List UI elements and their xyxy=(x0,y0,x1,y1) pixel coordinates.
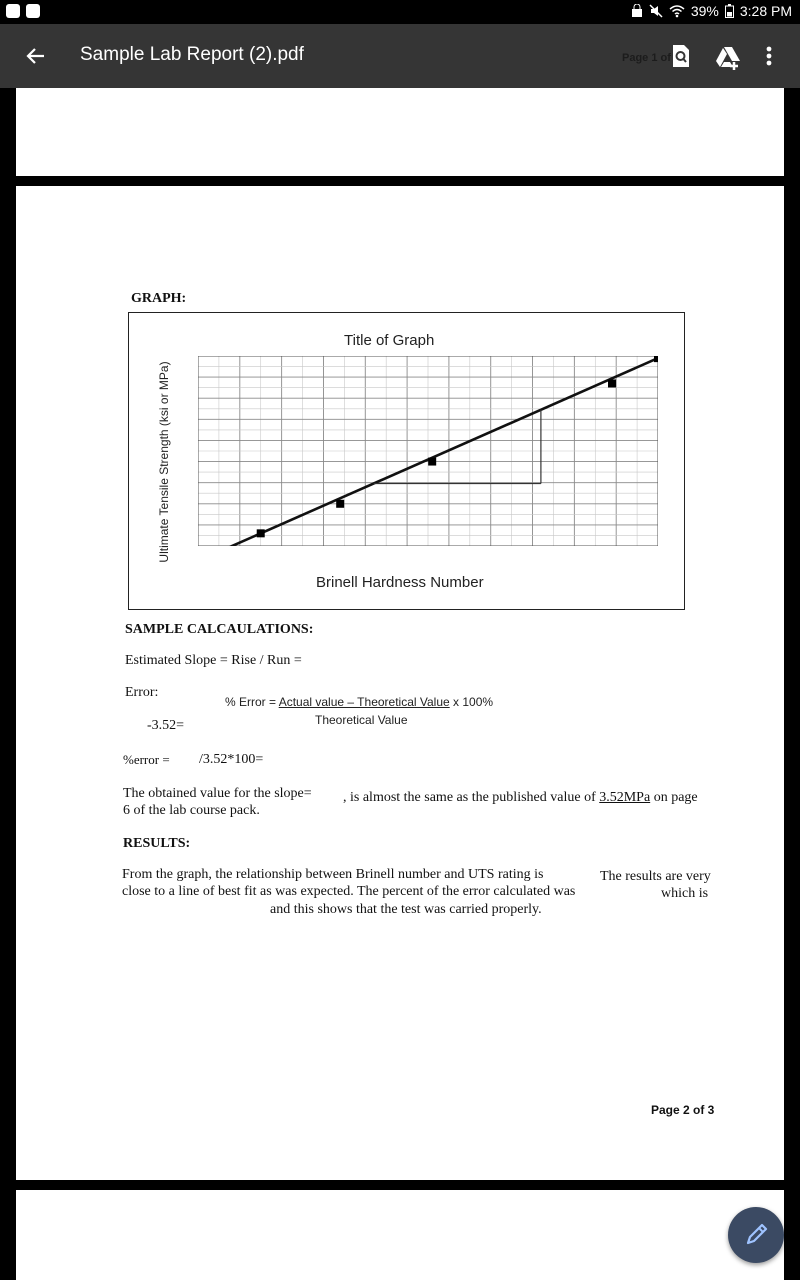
data-point xyxy=(608,379,616,387)
data-point xyxy=(428,458,436,466)
status-bar xyxy=(0,0,800,24)
best-fit-line xyxy=(227,358,658,546)
results-line-1a: From the graph, the relationship between Brinell number and UTS rating is xyxy=(122,867,544,882)
search-document-icon[interactable] xyxy=(666,41,696,71)
youtube-icon xyxy=(26,4,40,18)
y-axis-label: Ultimate Tensile Strength (ksi or MPa) xyxy=(157,361,171,563)
error-label: Error: xyxy=(125,685,159,700)
results-line-1b: The results are very xyxy=(600,869,711,884)
back-arrow-icon[interactable] xyxy=(20,42,52,70)
obtained-text: , is almost the same as the published value of xyxy=(343,790,596,805)
percent-error-calc: /3.52*100= xyxy=(199,752,264,767)
data-point xyxy=(336,500,344,508)
formula-numerator: Actual value – Theoretical Value xyxy=(278,695,450,709)
battery-icon xyxy=(725,4,734,18)
add-to-drive-icon[interactable] xyxy=(713,41,743,71)
document-title: Sample Lab Report (2).pdf xyxy=(80,44,304,65)
wifi-icon xyxy=(669,4,685,18)
chart-title: Title of Graph xyxy=(344,332,435,349)
notification-icons xyxy=(6,4,40,18)
results-line-2b: which is xyxy=(661,886,709,901)
results-line-3: and this shows that the test was carried properly. xyxy=(270,902,542,917)
formula-prefix: % Error = xyxy=(225,695,279,709)
more-options-icon[interactable] xyxy=(754,41,784,71)
chart-plot xyxy=(198,356,658,546)
formula-denominator: Theoretical Value xyxy=(315,713,408,727)
pencil-icon xyxy=(728,1207,784,1263)
published-value: 3.52MPa xyxy=(599,790,651,805)
pdf-page-3 xyxy=(16,1190,784,1280)
percent-error-label: %error = xyxy=(123,752,170,767)
error-value: -3.52= xyxy=(147,718,185,733)
edit-fab-button[interactable] xyxy=(728,1207,784,1263)
formula-suffix: x 100% xyxy=(449,695,494,709)
error-formula xyxy=(225,695,493,709)
pdf-page-1 xyxy=(16,88,784,176)
clock: 3:28 PM xyxy=(739,3,792,19)
slope-line: Estimated Slope = Rise / Run = xyxy=(125,653,302,668)
pdf-page-2 xyxy=(16,186,784,1180)
mute-icon xyxy=(649,4,663,18)
obtained-line-1b xyxy=(343,790,698,806)
obtained-page-text: on page xyxy=(653,790,698,805)
app-bar xyxy=(0,24,800,88)
lock-icon xyxy=(631,4,643,18)
graph-heading: GRAPH: xyxy=(131,291,187,306)
data-point xyxy=(654,356,658,362)
results-heading: RESULTS: xyxy=(123,836,191,851)
x-axis-label: Brinell Hardness Number xyxy=(316,574,484,591)
results-line-2a: close to a line of best fit as was expected. The percent of the error calculated was xyxy=(122,884,576,899)
obtained-line-2: 6 of the lab course pack. xyxy=(123,803,260,818)
page-indicator: Page 1 of xyxy=(622,52,671,64)
calculations-heading: SAMPLE CALCAULATIONS: xyxy=(125,622,314,637)
obtained-line-1a: The obtained value for the slope= xyxy=(123,786,312,801)
battery-percent: 39% xyxy=(690,3,719,19)
gallery-icon xyxy=(6,4,20,18)
data-point xyxy=(257,529,265,537)
page-footer: Page 2 of 3 xyxy=(651,1103,715,1117)
